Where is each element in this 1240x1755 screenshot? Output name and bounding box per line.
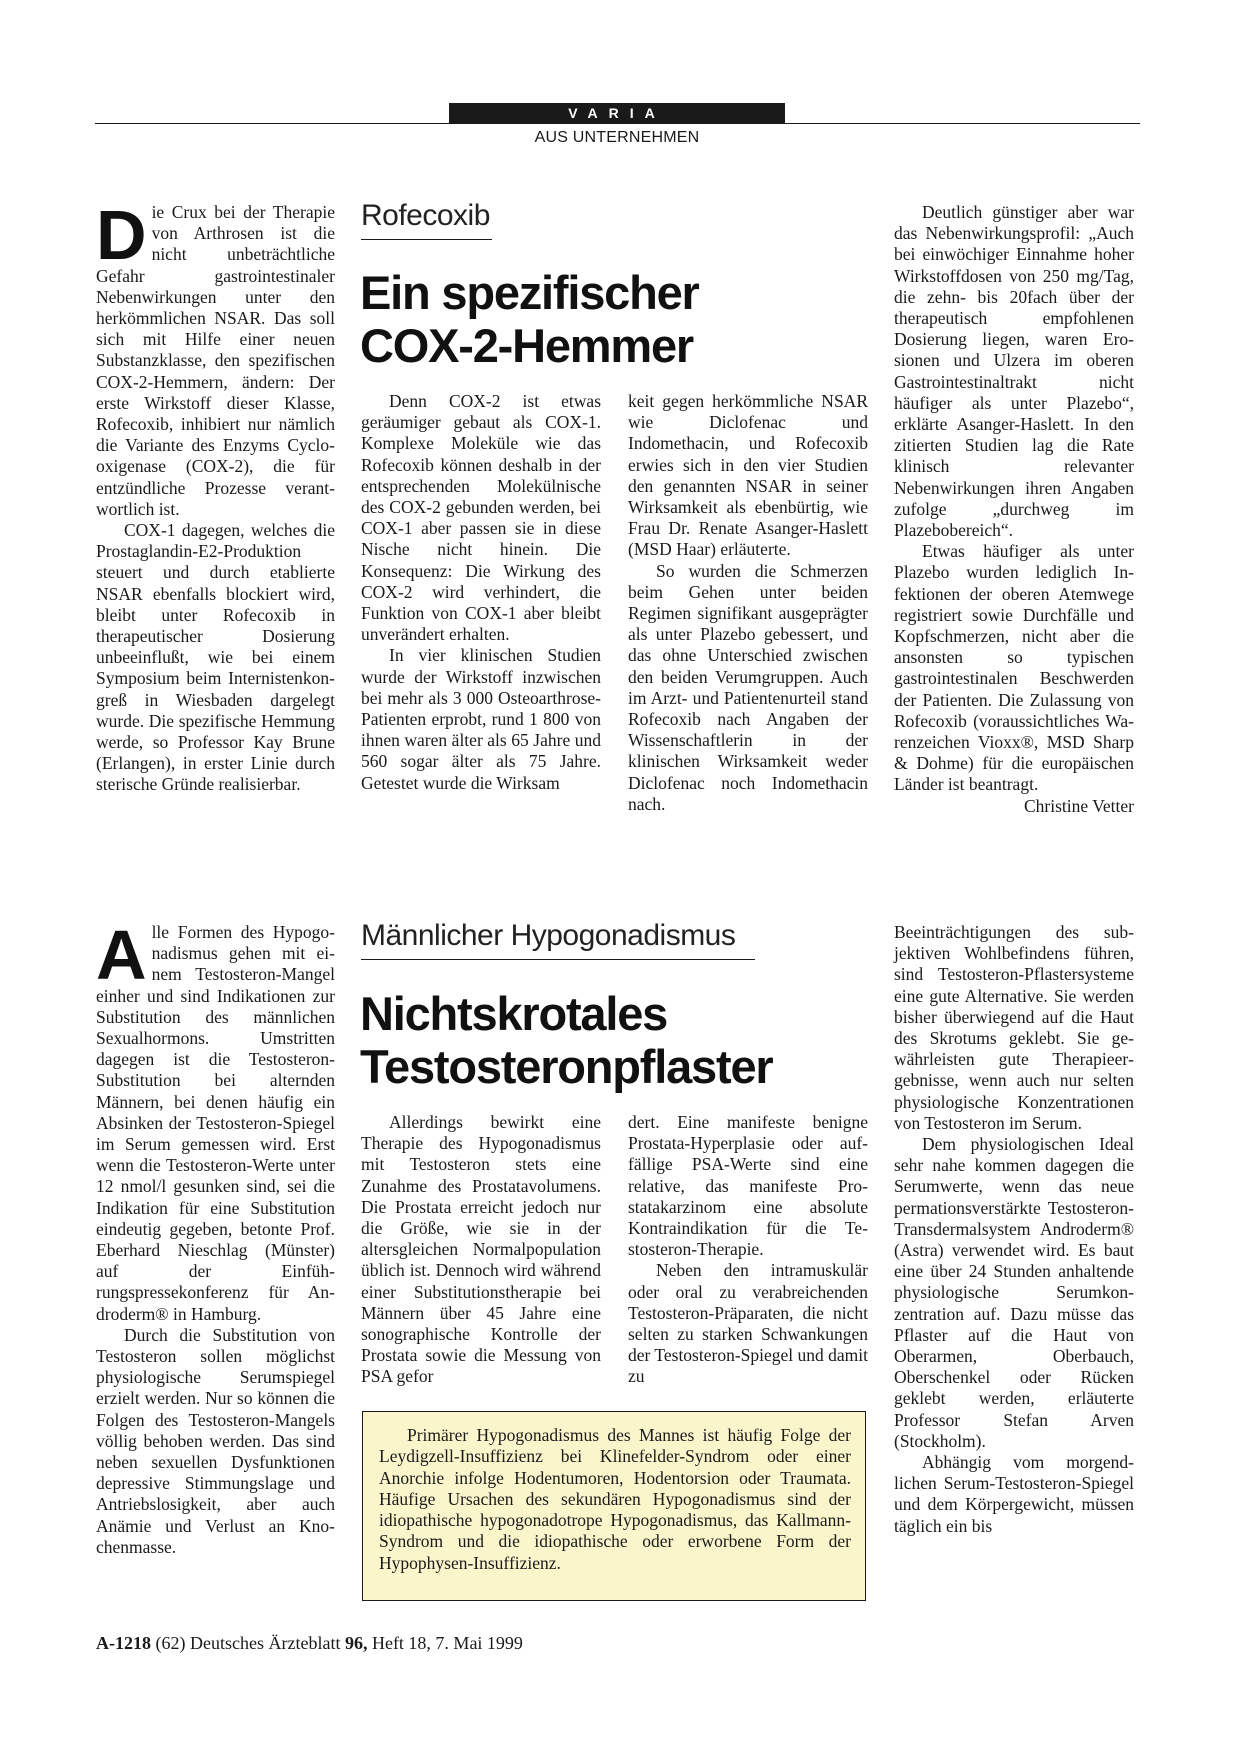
paragraph: Durch die Substitution von Testosteron sollen möglichst physiologische Serumspiegel erzielt werden. Nur so können die Folgen des Testosteron-Mangels völlig behoben werden. Das sind neben sexuellen Dysfunktionen depressive Stimmungslage und Antriebslosigkeit, aber auch Anämie und Verlust an Knochenmasse. xyxy=(96,1324,335,1557)
headline-line: Testosteronpflaster xyxy=(360,1040,773,1093)
paragraph: In vier klinischen Studien wurde der Wirkstoff inzwischen bei mehr als 3 000 Osteoarthrose-Patienten erprobt, rund 1 800 von ihnen waren älter als 65 Jahre und 560 sogar älter als 75 Jahre. Getestet wurde die Wirksam xyxy=(361,645,601,793)
article2-column-1 xyxy=(96,916,335,1558)
header-rule xyxy=(95,123,1140,124)
article1-intro-paragraph xyxy=(96,196,335,520)
paragraph-text: lle Formen des Hypogonadismus gehen mit einem Testosteron-Mangel einher und sind Indikationen zur Substitution des männlichen Sexualhormons. Umstritten dagegen ist die Testosteron-Substitution bei alternden Männern, bei denen häufig ein Absinken der Testosteron-Spiegel im Serum gemessen wird. Erst wenn die Testosteron-Werte unter 12 nmol/l gesunken sind, sei die Indikation für eine Substitution eindeutig gegeben, betonte Prof. Eberhard Nieschlag (Münster) auf der Einführungspressekonferenz für Androderm® in Hamburg. xyxy=(96,922,335,1324)
article2-column-2 xyxy=(361,1112,601,1388)
paragraph: So wurden die Schmerzen beim Gehen unter beiden Regimen signifikant ausgeprägter als unter Plazebo gebessert, und das ohne Unterschied zwischen den beiden Verumgruppen. Auch im Arzt- und Patientenurteil stand Rofecoxib nach Angaben der Wissenschaftlerin in der klinischen Wirksamkeit weder Diclofenac noch Indomethacin nach. xyxy=(628,560,868,814)
author-name: Christine Vetter xyxy=(1023,795,1134,816)
article2-intro-paragraph xyxy=(96,916,335,1325)
paragraph: dert. Eine manifeste benigne Prostata-Hyperplasie oder auffällige PSA-Werte sind eine relative, das manifeste Prostatakarzinom eine absolute Kontraindikation für die Testosteron-Therapie. xyxy=(628,1112,868,1260)
paragraph: Neben den intramuskulär oder oral zu verabreichenden Testosteron-Präparaten, die nicht selten zu starken Schwankungen der Testosteron-Spiegel und damit zu xyxy=(628,1260,869,1387)
volume-number: 96, xyxy=(344,1633,368,1653)
article2-column-4 xyxy=(894,922,1134,1537)
article2-kicker: Männlicher Hypogonadismus xyxy=(361,919,736,952)
paragraph: Allerdings bewirkt eine Therapie des Hypogonadismus mit Testosteron stets eine Zunahme des Prostatavolumens. Die Prostata erreicht jedoch nur die Größe, wie sie in der altersgleichen Normalpopulation üblich ist. Dennoch wird während einer Substitutionstherapie bei Männern über 45 Jahre eine sonographische Kontrolle der Prostata sowie die Messung von PSA gefor xyxy=(361,1112,601,1387)
kicker-rule xyxy=(361,959,755,960)
article2-column-3 xyxy=(628,1112,868,1388)
info-box xyxy=(362,1411,866,1601)
dropcap: D xyxy=(96,196,147,274)
paragraph: Denn COX-2 ist etwas geräumiger gebaut als COX-1. Komplexe Moleküle wie das Rofecoxib können deshalb in der entsprechenden Molekülnische des COX-2 gebunden werden, bei COX-1 aber passen sie in diese Nische nicht hinein. Die Konsequenz: Die Wirkung des COX-2 wird verhindert, die Funktion von COX-1 aber bleibt unverändert erhalten. xyxy=(361,391,601,645)
paragraph xyxy=(894,541,1134,816)
paragraph: Dem physiologischen Ideal sehr nahe kommen dagegen die Serumwerte, wenn das neue permationsverstärkte Testosteron-Transdermalsystem Androderm® (Astra) verwendet wird. Es baut eine über 24 Stunden anhaltende physiologische Serumkonzentration auf. Dazu müsse das Pflaster auf die Haut von Oberarmen, Oberbauch, Oberschenkel oder Rücken geklebt werden, erläuterte Professor Stefan Arven (Stockholm). xyxy=(894,1134,1134,1451)
paragraph: keit gegen herkömmliche NSAR wie Diclofenac und Indomethacin, und Rofecoxib erwies sich in den vier Studien den genannten NSAR in seiner Wirksamkeit als ebenbürtig, wie Frau Dr. Renate Asanger-Haslett (MSD Haar) erläuterte. xyxy=(628,391,868,560)
paragraph: COX-1 dagegen, welches die Prostaglandin-E2-Produktion steuert und durch etablierte NSAR ebenfalls blockiert wird, bleibt unter Rofecoxib in therapeutischer Dosierung unbeeinflußt, wie bei einem Symposium beim Internistenkongreß in Wiesbaden dargelegt wurde. Die spezifische Hemmung werde, so Professor Kay Brune (Erlangen), in erster Linie durch sterische Gründe realisierbar. xyxy=(96,520,335,795)
article1-kicker: Rofecoxib xyxy=(361,199,490,232)
paragraph-text: ie Crux bei der Therapie von Arthrosen ist die nicht unbeträchtliche Gefahr gastrointestinaler Nebenwirkungen unter den herkömmlichen NSAR. Das soll sich mit Hilfe einer neuen Substanzklasse, den spezifischen COX-2-Hemmern, ändern: Der erste Wirkstoff dieser Klasse, Rofecoxib, inhibiert nur nämlich die Variante des Enzyms Cyclooxigenase (COX-2), die für entzündliche Prozesse verantwortlich ist. xyxy=(96,202,335,519)
article1-column-1 xyxy=(96,196,335,796)
kicker-rule xyxy=(361,239,492,240)
section-label: VARIA xyxy=(449,103,785,124)
paragraph: Abhängig vom morgendlichen Serum-Testosteron-Spiegel und dem Körpergewicht, müssen täglich ein bis xyxy=(894,1452,1134,1536)
article1-headline xyxy=(360,266,699,372)
dropcap: A xyxy=(96,916,147,994)
issue-date: Heft 18, 7. Mai 1999 xyxy=(371,1633,523,1653)
headline-line: Ein spezifischer xyxy=(360,266,699,319)
article1-column-3 xyxy=(628,391,868,815)
paragraph-text: Etwas häufiger als unter Plazebo wurden lediglich Infektionen der oberen Atemwege registriert sowie Durchfälle und Kopfschmerzen, nicht aber die ansonsten so typischen gastrointestinalen Beschwerden der Patienten. Die Zulassung von Rofecoxib (voraussichtliches Warenzeichen Vioxx®, MSD Sharp & Dohme) für die europäischen Länder ist beantragt. xyxy=(894,541,1134,795)
headline-line: Nichtskrotales xyxy=(360,987,668,1040)
info-box-text: Primärer Hypogonadismus des Mannes ist häufig Folge der Leydigzell-Insuffizienz bei Klinefelder-Syndrom oder einer Anorchie infolge Hodentumoren, Hodentorsion oder Traumata. Häufige Ursachen des sekundären Hypogonadismus sind der idiopathische hypogonadotrope Hypogonadismus, das Kallmann-Syndrom und die idiopathische oder erworbene Form der Hypophysen-Insuffizienz. xyxy=(379,1425,851,1573)
article1-column-4 xyxy=(894,202,1134,817)
headline-line: COX-2-Hemmer xyxy=(360,319,693,372)
article1-column-2 xyxy=(361,391,601,794)
subsection-label: AUS UNTERNEHMEN xyxy=(534,129,700,146)
page-number: (62) xyxy=(155,1633,186,1653)
article2-headline xyxy=(360,987,772,1093)
paragraph: Deutlich günstiger aber war das Nebenwirkungsprofil: „Auch bei einwöchiger Einnahme hoher Wirkstoffdosen von 250 mg/Tag, die zehn- bis 20fach über der therapeutisch empfohlenen Dosierung liegen, waren Erosionen und Ulzera im oberen Gastrointestinaltrakt nicht häufiger als unter Plazebo“, erklärte Asanger-Haslett. In den zitierten Studien lag die Rate klinisch relevanter Nebenwirkungen ihren Angaben zufolge „durchweg im Plazebobereich“. xyxy=(894,202,1134,541)
paragraph: Beeinträchtigungen des subjektiven Wohlbefindens führen, sind Testosteron-Pflastersysteme eine gute Alternative. Sie werden bisher überwiegend auf die Haut des Skrotums geklebt. Sie gewährleisten gute Therapieergebnisse, wenn auch nur selten physiologische Konzentrationen von Testosteron im Serum. xyxy=(894,922,1134,1133)
page-code: A-1218 xyxy=(96,1633,151,1653)
journal-name: Deutsches Ärzteblatt xyxy=(190,1633,341,1653)
page-footer xyxy=(96,1633,523,1654)
